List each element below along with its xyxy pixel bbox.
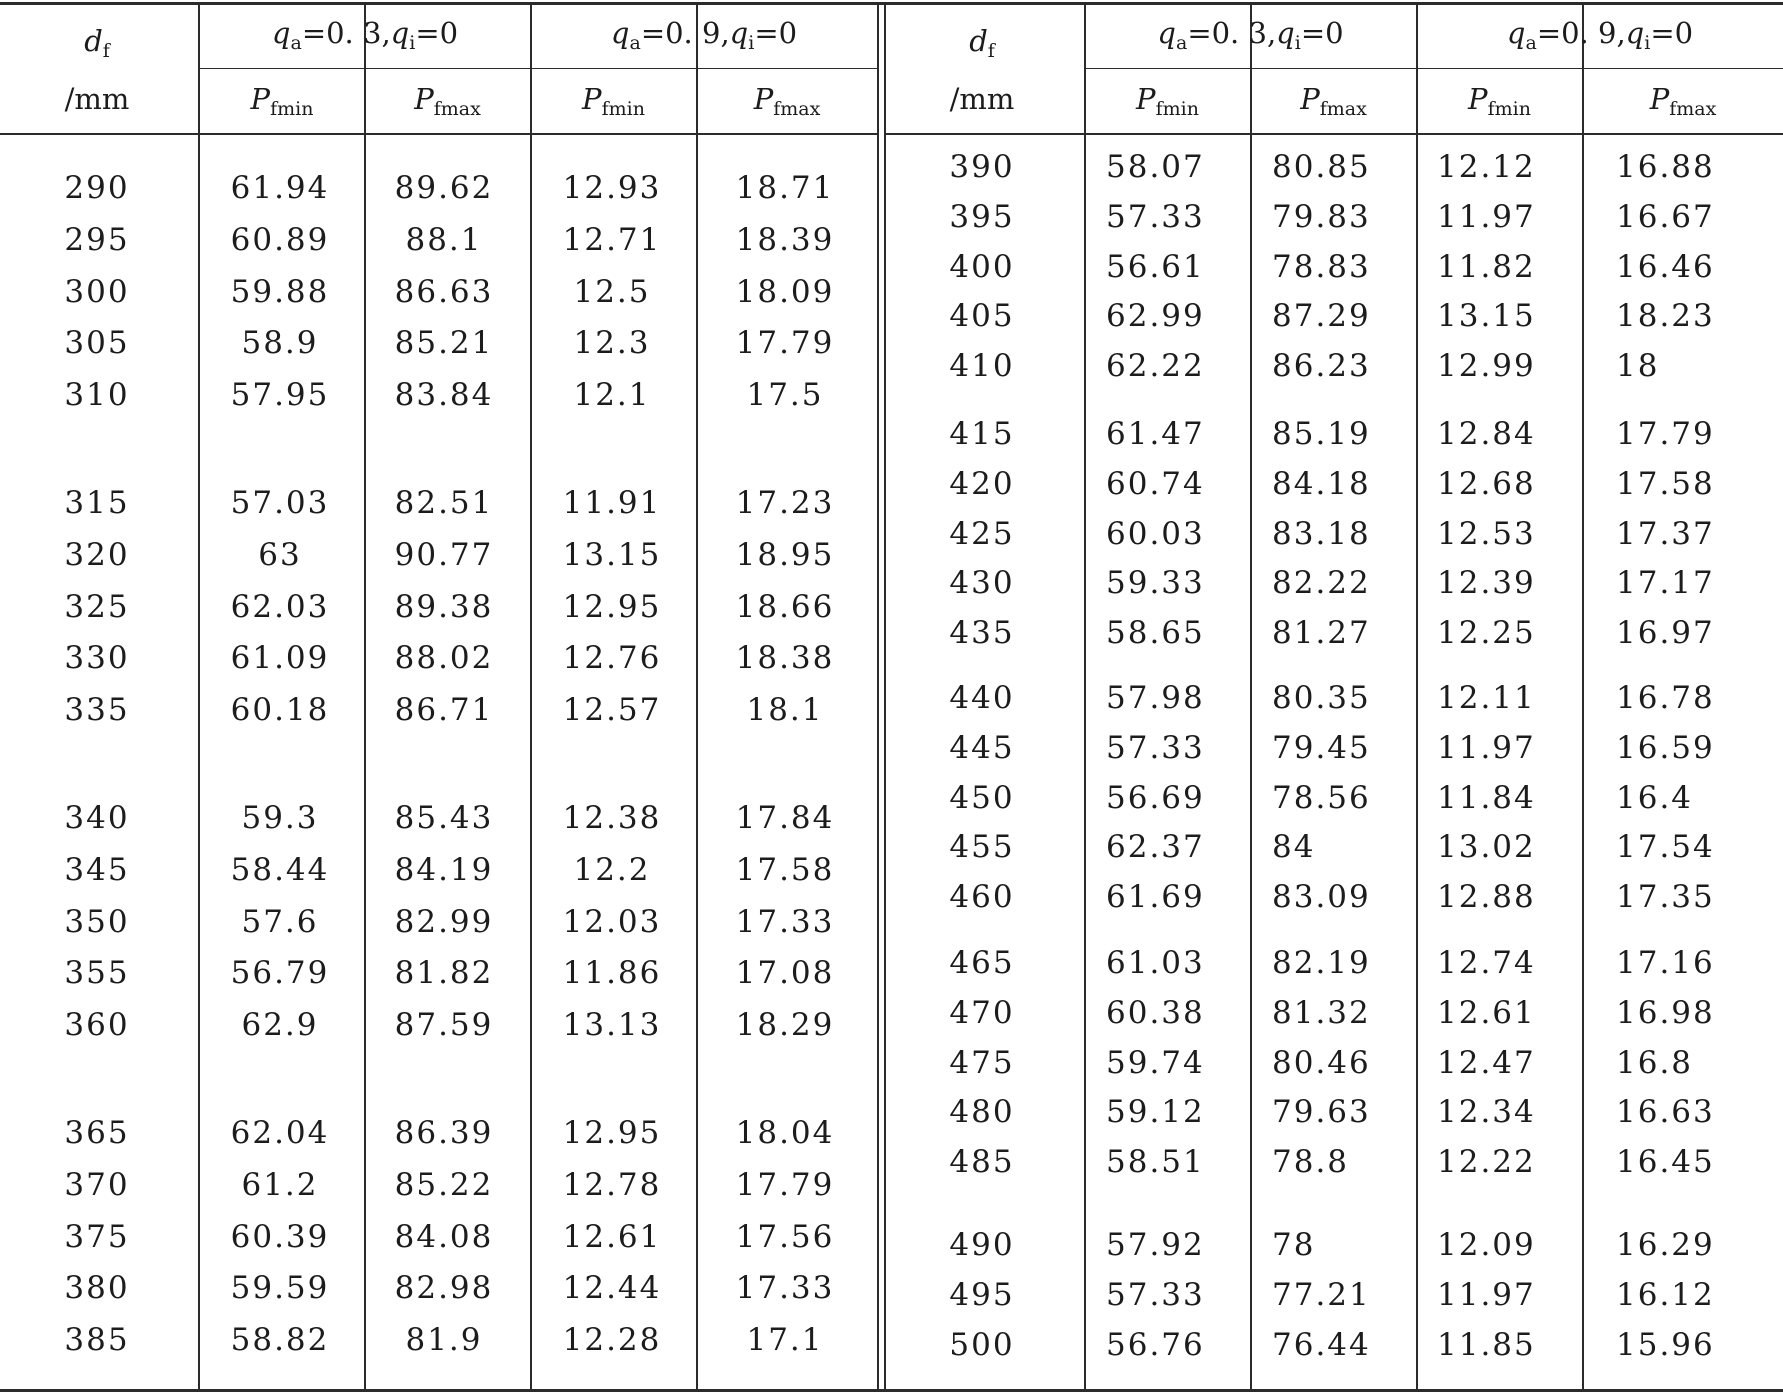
- df-value: 385: [64, 1322, 130, 1359]
- p-value: 16.46: [1616, 248, 1715, 285]
- p-value: 11.91: [562, 485, 662, 521]
- p-value: 16.29: [1616, 1227, 1715, 1263]
- df-value: 405: [949, 298, 1015, 335]
- p-min-header-right-0-symbol: P: [1136, 82, 1156, 116]
- df-value: 365: [64, 1115, 130, 1151]
- df-header-right: [922, 24, 1042, 68]
- p-value: 11.85: [1437, 1326, 1536, 1363]
- vline-right-2: [1416, 4, 1418, 1390]
- group1-header-right-qi-symbol: q: [1276, 16, 1295, 50]
- p-max-header-left-1-subscript: fmax: [433, 98, 481, 120]
- p-value: 58.82: [230, 1322, 330, 1359]
- df-value: 340: [64, 800, 130, 836]
- df-value: 435: [949, 615, 1015, 652]
- p-value: 59.59: [230, 1270, 330, 1307]
- p-value: 17.58: [735, 851, 835, 888]
- p-value: 12.12: [1437, 149, 1536, 185]
- p-value: 60.38: [1106, 994, 1205, 1031]
- p-value: 56.61: [1106, 248, 1205, 285]
- p-value: 57.95: [230, 377, 330, 414]
- group1-header-right-qi-value: =0: [1300, 16, 1344, 50]
- group2-header-left-qa-symbol: q: [610, 16, 630, 50]
- vline-double-b: [884, 4, 886, 1390]
- p-value: 56.69: [1106, 779, 1205, 816]
- p-value: 59.33: [1106, 565, 1205, 602]
- p-value: 17.16: [1616, 945, 1715, 981]
- p-value: 62.37: [1106, 829, 1205, 866]
- p-value: 11.84: [1437, 779, 1536, 816]
- group1-header-left-qi-value: =0: [415, 16, 459, 50]
- vline-left-0: [198, 4, 200, 1390]
- p-value: 16.4: [1616, 779, 1694, 816]
- group1-header-left-qa-subscript: a: [290, 32, 302, 54]
- p-value: 89.38: [394, 588, 494, 625]
- group2-header-left-separator: ,: [720, 16, 730, 50]
- p-value: 12.28: [562, 1322, 662, 1359]
- p-min-header-left-2-symbol: P: [582, 82, 602, 116]
- p-value: 57.92: [1106, 1227, 1205, 1263]
- p-value: 79.63: [1272, 1094, 1371, 1131]
- df-value: 420: [949, 465, 1015, 502]
- p-value: 12.5: [573, 273, 651, 310]
- p-value: 61.2: [241, 1166, 319, 1203]
- p-value: 17.37: [1616, 515, 1715, 552]
- p-value: 17.35: [1616, 879, 1715, 916]
- p-value: 87.59: [394, 1007, 494, 1044]
- p-value: 59.74: [1106, 1044, 1205, 1081]
- p-value: 13.02: [1437, 829, 1536, 866]
- group2-header-right-qi-symbol: q: [1625, 16, 1645, 50]
- p-value: 80.85: [1272, 149, 1371, 185]
- unit-label-right: /mm: [949, 82, 1015, 116]
- p-value: 16.78: [1616, 680, 1715, 716]
- p-value: 61.94: [230, 170, 330, 206]
- p-value: 16.88: [1616, 149, 1715, 185]
- hline-top: [0, 2, 1783, 5]
- df-value: 360: [64, 1007, 130, 1044]
- p-value: 17.1: [746, 1322, 824, 1359]
- p-value: 12.3: [573, 325, 651, 362]
- group1-header-left-qi-subscript: i: [409, 32, 416, 54]
- p-value: 12.09: [1437, 1227, 1536, 1263]
- df-value: 490: [949, 1227, 1015, 1263]
- df-value: 440: [949, 680, 1015, 716]
- p-value: 56.79: [230, 955, 330, 992]
- p-min-header-left-0: [200, 82, 364, 126]
- df-value: 390: [949, 149, 1015, 185]
- df-value: 325: [64, 588, 130, 625]
- group2-header-right-separator: ,: [1616, 16, 1626, 50]
- df-value: 375: [64, 1218, 130, 1255]
- p-value: 17.79: [735, 325, 835, 362]
- p-value: 61.47: [1106, 416, 1205, 452]
- df-value: 455: [949, 829, 1015, 866]
- p-value: 88.02: [394, 640, 494, 677]
- df-value: 380: [64, 1270, 130, 1307]
- p-value: 13.13: [562, 1007, 662, 1044]
- p-value: 16.45: [1616, 1144, 1715, 1181]
- hline-subheader-right: [1085, 68, 1783, 69]
- p-min-header-right-0-subscript: fmin: [1155, 98, 1199, 120]
- p-value: 57.6: [241, 903, 319, 940]
- p-value: 79.45: [1272, 729, 1371, 766]
- df-value: 400: [949, 248, 1015, 285]
- p-value: 82.19: [1272, 945, 1371, 981]
- p-value: 78.8: [1272, 1144, 1350, 1181]
- p-max-header-right-3: [1583, 82, 1783, 126]
- df-value: 335: [64, 692, 130, 729]
- p-value: 12.84: [1437, 416, 1536, 452]
- p-value: 89.62: [394, 170, 494, 206]
- p-value: 16.63: [1616, 1094, 1715, 1131]
- p-value: 17.23: [735, 485, 835, 521]
- p-value: 81.27: [1272, 615, 1371, 652]
- df-value: 290: [64, 170, 130, 206]
- group1-header-left-qi-symbol: q: [390, 16, 410, 50]
- p-value: 16.98: [1616, 994, 1715, 1031]
- hline-header-right: [886, 133, 1783, 135]
- p-value: 16.8: [1616, 1044, 1694, 1081]
- p-value: 81.9: [405, 1322, 483, 1359]
- p-min-header-left-0-subscript: fmin: [270, 98, 314, 120]
- df-value: 415: [949, 416, 1015, 452]
- p-value: 84.19: [394, 851, 494, 888]
- df-value: 320: [64, 536, 130, 573]
- p-value: 85.43: [394, 800, 494, 836]
- p-max-header-right-3-symbol: P: [1649, 82, 1670, 116]
- vline-left-2: [530, 4, 532, 1390]
- p-value: 83.84: [394, 377, 494, 414]
- df-value: 500: [949, 1326, 1015, 1363]
- p-value: 79.83: [1272, 198, 1371, 235]
- p-min-header-right-2-symbol: P: [1468, 82, 1488, 116]
- p-value: 18.95: [735, 536, 835, 573]
- df-value: 470: [949, 994, 1015, 1031]
- p-value: 86.23: [1272, 348, 1371, 385]
- p-value: 12.78: [562, 1166, 662, 1203]
- df-value: 315: [64, 485, 130, 521]
- group2-header-right-qi-subscript: i: [1644, 32, 1651, 54]
- p-value: 82.22: [1272, 565, 1371, 602]
- p-value: 85.21: [394, 325, 494, 362]
- df-right-symbol: d: [969, 24, 988, 58]
- p-value: 63: [258, 536, 302, 573]
- p-value: 57.33: [1106, 198, 1205, 235]
- p-value: 78.83: [1272, 248, 1371, 285]
- df-value: 395: [949, 198, 1015, 235]
- p-value: 12.47: [1437, 1044, 1536, 1081]
- p-value: 12.74: [1437, 945, 1536, 981]
- df-value: 425: [949, 515, 1015, 552]
- df-left-symbol: d: [84, 24, 103, 58]
- group2-header-left: [531, 16, 877, 60]
- p-value: 11.97: [1437, 198, 1536, 235]
- p-value: 12.95: [562, 588, 662, 625]
- df-left-subscript: f: [102, 40, 110, 62]
- p-value: 12.76: [562, 640, 662, 677]
- p-value: 62.04: [230, 1115, 330, 1151]
- hline-subheader-left: [200, 68, 878, 69]
- group1-header-right-qa-subscript: a: [1175, 32, 1188, 54]
- p-value: 58.51: [1106, 1144, 1205, 1181]
- p-value: 85.19: [1272, 416, 1371, 452]
- group1-header-left-qa-symbol: q: [271, 16, 291, 50]
- df-value: 410: [949, 348, 1015, 385]
- df-value: 495: [949, 1276, 1015, 1313]
- p-value: 13.15: [562, 536, 662, 573]
- p-value: 62.22: [1106, 348, 1205, 385]
- p-min-header-left-2: [531, 82, 696, 126]
- p-value: 62.9: [241, 1007, 319, 1044]
- p-value: 11.97: [1437, 1276, 1536, 1313]
- p-value: 18.29: [735, 1007, 835, 1044]
- df-value: 350: [64, 903, 130, 940]
- p-value: 17.79: [735, 1166, 835, 1203]
- group2-header-left-qi-value: =0: [754, 16, 798, 50]
- p-value: 78.56: [1272, 779, 1371, 816]
- p-value: 18.1: [746, 692, 824, 729]
- p-min-header-right-0: [1085, 82, 1250, 126]
- p-value: 12.61: [562, 1218, 662, 1255]
- p-value: 18.71: [735, 170, 835, 206]
- p-value: 12.61: [1437, 994, 1536, 1031]
- df-right-subscript: f: [987, 40, 995, 62]
- p-value: 18: [1616, 348, 1660, 385]
- p-value: 58.9: [241, 325, 319, 362]
- df-value: 345: [64, 851, 130, 888]
- p-value: 57.33: [1106, 1276, 1205, 1313]
- p-value: 59.12: [1106, 1094, 1205, 1131]
- p-value: 60.89: [230, 221, 330, 258]
- p-value: 86.39: [394, 1115, 494, 1151]
- group2-header-right-qa-subscript: a: [1525, 32, 1537, 54]
- p-value: 57.03: [230, 485, 330, 521]
- group2-header-right: [1417, 16, 1783, 60]
- p-value: 18.09: [735, 273, 835, 310]
- p-value: 59.88: [230, 273, 330, 310]
- p-value: 16.67: [1616, 198, 1715, 235]
- df-value: 475: [949, 1044, 1015, 1081]
- p-value: 17.33: [735, 1270, 835, 1307]
- hline-header-left: [0, 133, 878, 135]
- p-value: 12.39: [1437, 565, 1536, 602]
- p-value: 17.33: [735, 903, 835, 940]
- p-value: 16.59: [1616, 729, 1715, 766]
- vline-double-a: [877, 4, 879, 1390]
- p-value: 84.08: [394, 1218, 494, 1255]
- p-value: 86.63: [394, 273, 494, 310]
- df-value: 300: [64, 273, 130, 310]
- p-value: 12.53: [1437, 515, 1536, 552]
- p-max-header-left-1-symbol: P: [414, 82, 434, 116]
- p-value: 12.11: [1437, 680, 1536, 716]
- p-value: 12.88: [1437, 879, 1536, 916]
- p-value: 13.15: [1437, 298, 1536, 335]
- p-value: 61.03: [1106, 945, 1205, 981]
- p-value: 12.71: [562, 221, 662, 258]
- df-value: 370: [64, 1166, 130, 1203]
- p-value: 90.77: [394, 536, 494, 573]
- p-value: 81.82: [394, 955, 494, 992]
- p-value: 76.44: [1272, 1326, 1371, 1363]
- p-value: 18.38: [735, 640, 835, 677]
- p-max-header-right-1: [1251, 82, 1416, 126]
- df-value: 480: [949, 1094, 1015, 1131]
- p-max-header-right-1-symbol: P: [1300, 82, 1320, 116]
- p-value: 11.82: [1437, 248, 1536, 285]
- p-value: 81.32: [1272, 994, 1371, 1031]
- p-value: 83.18: [1272, 515, 1371, 552]
- p-max-header-right-3-subscript: fmax: [1669, 98, 1717, 120]
- p-value: 78: [1272, 1227, 1316, 1263]
- p-value: 17.5: [746, 377, 824, 414]
- p-value: 82.99: [394, 903, 494, 940]
- p-value: 60.39: [230, 1218, 330, 1255]
- group1-header-right-separator: ,: [1266, 16, 1277, 50]
- df-header-left: [37, 24, 157, 68]
- p-min-header-right-2-subscript: fmin: [1487, 98, 1531, 120]
- p-value: 18.66: [735, 588, 835, 625]
- p-value: 15.96: [1616, 1326, 1715, 1363]
- p-value: 59.3: [241, 800, 319, 836]
- p-value: 80.46: [1272, 1044, 1371, 1081]
- group2-header-left-qa-subscript: a: [629, 32, 641, 54]
- p-value: 88.1: [405, 221, 483, 258]
- p-value: 60.74: [1106, 465, 1205, 502]
- hline-bottom: [0, 1389, 1783, 1392]
- group2-header-left-qa-value: =0. 9: [640, 16, 721, 50]
- p-value: 17.17: [1616, 565, 1715, 602]
- p-value: 12.1: [573, 377, 651, 414]
- p-value: 61.69: [1106, 879, 1205, 916]
- p-value: 85.22: [394, 1166, 494, 1203]
- p-min-header-left-0-symbol: P: [250, 82, 271, 116]
- p-value: 12.93: [562, 170, 662, 206]
- group1-header-right: [1085, 16, 1416, 60]
- p-value: 11.97: [1437, 729, 1536, 766]
- group2-header-right-qi-value: =0: [1650, 16, 1694, 50]
- p-value: 12.99: [1437, 348, 1536, 385]
- p-value: 82.98: [394, 1270, 494, 1307]
- df-value: 465: [949, 945, 1015, 981]
- unit-label-left: /mm: [64, 82, 130, 116]
- p-value: 82.51: [394, 485, 494, 521]
- group1-header-right-qi-subscript: i: [1294, 32, 1301, 54]
- p-value: 62.03: [230, 588, 330, 625]
- group1-header-right-qa-symbol: q: [1157, 16, 1176, 50]
- p-value: 87.29: [1272, 298, 1371, 335]
- p-value: 60.03: [1106, 515, 1205, 552]
- vline-right-1: [1250, 4, 1252, 1390]
- p-value: 60.18: [230, 692, 330, 729]
- p-value: 58.07: [1106, 149, 1205, 185]
- vline-right-3: [1582, 4, 1584, 1390]
- p-max-header-left-3-subscript: fmax: [773, 98, 821, 120]
- df-value: 450: [949, 779, 1015, 816]
- df-value: 355: [64, 955, 130, 992]
- p-value: 17.58: [1616, 465, 1715, 502]
- df-value: 310: [64, 377, 130, 414]
- group1-header-left-qa-value: =0. 3: [301, 16, 382, 50]
- p-value: 17.84: [735, 800, 835, 836]
- group1-header-left-separator: ,: [381, 16, 391, 50]
- p-value: 84: [1272, 829, 1316, 866]
- p-value: 18.23: [1616, 298, 1715, 335]
- p-value: 12.57: [562, 692, 662, 729]
- p-value: 18.04: [735, 1115, 835, 1151]
- p-value: 58.65: [1106, 615, 1205, 652]
- p-value: 12.34: [1437, 1094, 1536, 1131]
- p-value: 12.44: [562, 1270, 662, 1307]
- df-value: 445: [949, 729, 1015, 766]
- p-value: 17.08: [735, 955, 835, 992]
- p-value: 12.03: [562, 903, 662, 940]
- p-value: 18.39: [735, 221, 835, 258]
- p-value: 16.97: [1616, 615, 1715, 652]
- p-value: 17.56: [735, 1218, 835, 1255]
- p-value: 17.79: [1616, 416, 1715, 452]
- p-value: 83.09: [1272, 879, 1371, 916]
- group2-header-left-qi-subscript: i: [748, 32, 755, 54]
- p-value: 77.21: [1272, 1276, 1371, 1313]
- p-value: 58.44: [230, 851, 330, 888]
- p-max-header-left-3: [697, 82, 877, 126]
- p-value: 11.86: [562, 955, 662, 992]
- p-value: 12.38: [562, 800, 662, 836]
- group2-header-right-qa-value: =0. 9: [1536, 16, 1617, 50]
- p-max-header-left-3-symbol: P: [753, 82, 774, 116]
- p-value: 12.95: [562, 1115, 662, 1151]
- p-value: 86.71: [394, 692, 494, 729]
- p-value: 12.25: [1437, 615, 1536, 652]
- p-value: 62.99: [1106, 298, 1205, 335]
- df-value: 430: [949, 565, 1015, 602]
- group2-header-left-qi-symbol: q: [729, 16, 749, 50]
- p-value: 57.33: [1106, 729, 1205, 766]
- p-value: 16.12: [1616, 1276, 1715, 1313]
- group2-header-right-qa-symbol: q: [1506, 16, 1526, 50]
- p-max-header-right-1-subscript: fmax: [1319, 98, 1367, 120]
- p-min-header-right-2: [1417, 82, 1582, 126]
- p-value: 57.98: [1106, 680, 1205, 716]
- group1-header-right-qa-value: =0. 3: [1187, 16, 1267, 50]
- p-value: 61.09: [230, 640, 330, 677]
- vline-left-3: [696, 4, 698, 1390]
- p-max-header-left-1: [365, 82, 530, 126]
- p-value: 80.35: [1272, 680, 1371, 716]
- p-value: 12.2: [573, 851, 651, 888]
- p-value: 56.76: [1106, 1326, 1205, 1363]
- vline-right-0: [1084, 4, 1086, 1390]
- df-value: 330: [64, 640, 130, 677]
- group1-header-left: [200, 16, 530, 60]
- p-value: 84.18: [1272, 465, 1371, 502]
- df-value: 485: [949, 1144, 1015, 1181]
- p-min-header-left-2-subscript: fmin: [601, 98, 645, 120]
- p-value: 12.68: [1437, 465, 1536, 502]
- p-value: 17.54: [1616, 829, 1715, 866]
- df-value: 305: [64, 325, 130, 362]
- df-value: 295: [64, 221, 130, 258]
- df-value: 460: [949, 879, 1015, 916]
- vline-left-1: [364, 4, 366, 1390]
- p-value: 12.22: [1437, 1144, 1536, 1181]
